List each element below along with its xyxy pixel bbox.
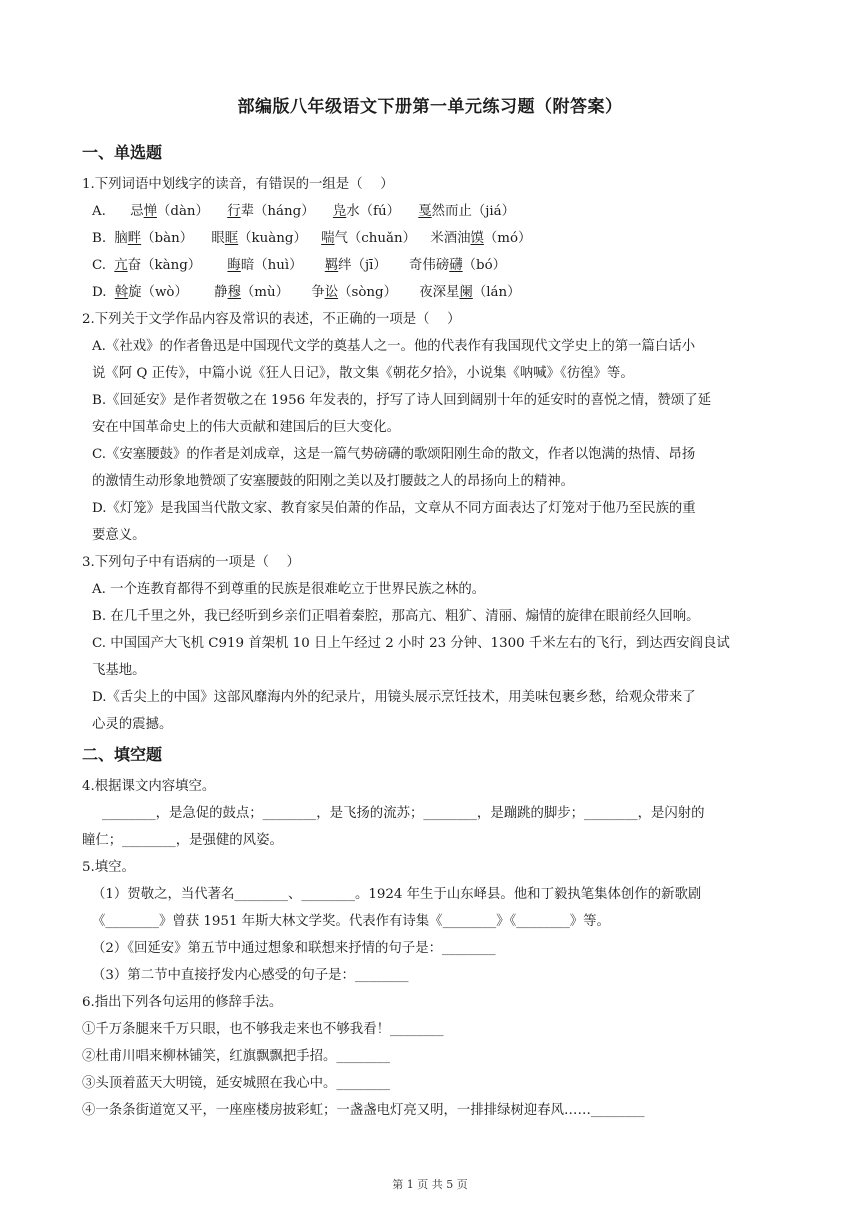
option-item: 行辈（háng）: [227, 204, 315, 219]
option-item: 喘气（chuǎn）: [321, 231, 417, 246]
option-label: B.: [92, 231, 107, 246]
question-5-line: （3）第二节中直接抒发内心感受的句子是：________: [92, 968, 409, 983]
question-4-stem: 4.根据课文内容填空。: [82, 779, 216, 794]
question-3-line: B. 在几千里之外，我已经听到乡亲们正唱着秦腔，那高亢、粗犷、清丽、煽情的旋律在眼前经久回响。: [92, 609, 700, 624]
question-1-stem: 1.下列词语中划线字的读音，有错误的一组是（ ）: [82, 177, 394, 192]
option-item: 凫水（fú）: [332, 204, 401, 219]
question-2-line: 说《阿 Q 正传》，中篇小说《狂人日记》，散文集《朝花夕拾》，小说集《呐喊》《彷徨》等。: [92, 366, 634, 381]
question-6-line: ②杜甫川唱来柳林铺笑，红旗飘飘把手招。________: [82, 1049, 390, 1064]
option-item: 争讼（sòng）: [311, 285, 397, 300]
question-3-line: 心灵的震撼。: [92, 717, 173, 732]
question-2-line: C.《安塞腰鼓》的作者是刘成章，这是一篇气势磅礴的歌颂阳刚生命的散文，作者以饱满的热情、昂扬: [92, 447, 696, 462]
question-3-line: 飞基地。: [92, 663, 146, 678]
question-6-line: ④一条条街道宽又平，一座座楼房披彩虹；一盏盏电灯亮又明，一排排绿树迎春风……________: [82, 1103, 645, 1118]
question-2-line: 要意义。: [92, 528, 146, 543]
question-5-line: （1）贺敬之，当代著名________、________。1924 年生于山东峄县。他和丁毅执笔集体创作的新歌剧: [92, 887, 702, 902]
option-label: A.: [92, 204, 106, 219]
option-item: 忌惮（dàn）: [130, 204, 209, 219]
option-item: 米酒油馍（mó）: [430, 231, 532, 246]
question-2-line: 的激情生动形象地赞颂了安塞腰鼓的阳刚之美以及打腰鼓之人的昂扬向上的精神。: [92, 474, 575, 489]
option-item: 亢奋（kàng）: [114, 258, 202, 273]
page-footer: 第 1 页 共 5 页: [392, 1178, 468, 1191]
page-title: 部编版八年级语文下册第一单元练习题（附答案）: [237, 97, 623, 117]
option-item: 奇伟磅礴（bó）: [409, 258, 507, 273]
option-item: 晦暗（huì）: [227, 258, 303, 273]
option-item: 斡旋（wò）: [114, 285, 188, 300]
option-item: 戛然而止（jiá）: [418, 204, 516, 219]
section-heading-fill-blank: 二、填空题: [82, 745, 163, 764]
option-item: 静穆（mù）: [214, 285, 290, 300]
question-3-line: A. 一个连教育都得不到尊重的民族是很难屹立于世界民族之林的。: [92, 582, 486, 597]
question-2-line: 安在中国革命史上的伟大贡献和建国后的巨大变化。: [92, 420, 400, 435]
question-4-line: 瞳仁；________，是强健的风姿。: [82, 833, 283, 848]
question-2-stem: 2.下列关于文学作品内容及常识的表述，不正确的一项是（ ）: [82, 312, 461, 327]
option-item: 夜深星阑（lán）: [419, 285, 521, 300]
question-1-option-b: [92, 230, 531, 248]
question-3-line: D.《舌尖上的中国》这部风靡海内外的纪录片，用镜头展示烹饪技术，用美味包裹乡愁，给观众带来了: [92, 690, 696, 705]
question-2-line: A.《社戏》的作者鲁迅是中国现代文学的奠基人之一。他的代表作有我国现代文学史上的第一篇白话小: [92, 339, 696, 354]
question-4-line: ________，是急促的鼓点；________，是飞扬的流苏；________，是蹦跳的脚步；________，是闪射的: [102, 806, 705, 821]
question-5-line: （2）《回延安》第五节中通过想象和联想来抒情的句子是：________: [92, 941, 496, 956]
question-5-stem: 5.填空。: [82, 860, 135, 875]
question-2-line: D.《灯笼》是我国当代散文家、教育家吴伯萧的作品，文章从不同方面表达了灯笼对于他乃至民族的重: [92, 501, 696, 516]
question-3-stem: 3.下列句子中有语病的一项是（ ）: [82, 555, 300, 570]
question-3-line: C. 中国国产大飞机 C919 首架机 10 日上午经过 2 小时 23 分钟、1300 千米左右的飞行，到达西安阎良试: [92, 636, 730, 651]
section-heading-single-choice: 一、单选题: [82, 143, 163, 162]
question-1-option-d: [92, 284, 521, 302]
question-1-option-a: [92, 203, 515, 221]
option-label: D.: [92, 285, 107, 300]
question-6-stem: 6.指出下列各句运用的修辞手法。: [82, 995, 283, 1010]
option-item: 羁绊（jī）: [324, 258, 387, 273]
option-item: 脑畔（bàn）: [114, 231, 194, 246]
question-1-option-c: [92, 257, 506, 275]
question-6-line: ①千万条腿来千万只眼，也不够我走来也不够我看！________: [82, 1022, 444, 1037]
question-6-line: ③头顶着蓝天大明镜，延安城照在我心中。________: [82, 1076, 390, 1091]
option-label: C.: [92, 258, 107, 273]
option-item: 眼眶（kuàng）: [211, 231, 307, 246]
question-2-line: B.《回延安》是作者贺敬之在 1956 年发表的，抒写了诗人回到阔别十年的延安时的喜悦之情，赞颂了延: [92, 393, 712, 408]
question-5-line: 《________》曾获 1951 年斯大林文学奖。代表作有诗集《________》《________》等。: [92, 914, 610, 929]
